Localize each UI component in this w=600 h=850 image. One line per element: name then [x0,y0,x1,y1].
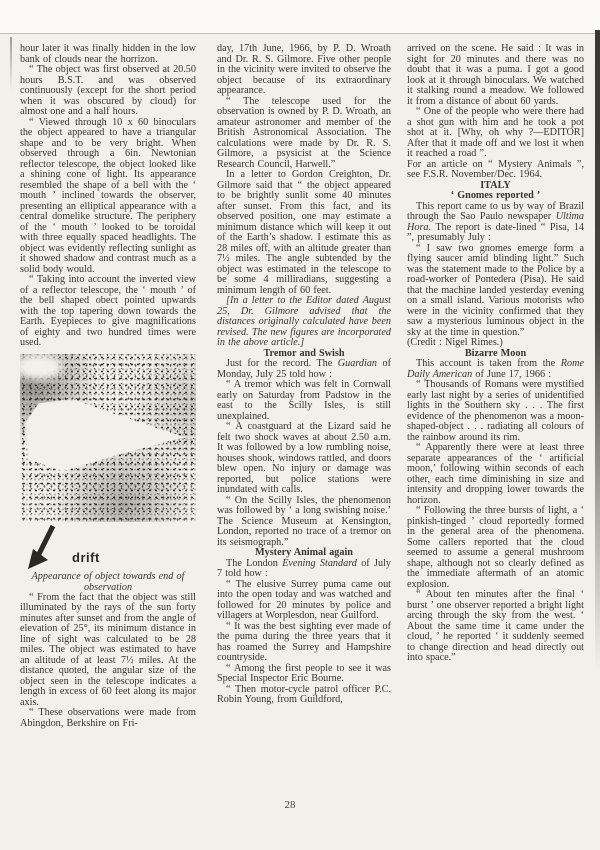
editor-note: [In a letter to the Editor dated August 25, Dr. Gilmore advised that the distances originally calculated have been revised. The new figures are incorporated in the above article.] [217,295,391,348]
paragraph: For an article on “ Mystery Animals ”, see F.S.R. November/Dec. 1964. [407,158,584,180]
paragraph-part: of June 17, 1966 : [472,368,552,380]
publication-name: Ultima Hora [407,211,584,233]
paragraph: “ From the fact that the object was still illuminated by the rays of the sun forty minutes after sunset and from the angle of elevation of 25°, its minimum distance in line of sight was calculated to be 28 miles. The object was estimated to have an altitude of at least 7½ miles. At the distance quoted, the angular size of the object seen in the telescope indicates a length in excess of 60 feet along its major axis. [20,591,196,708]
paragraph: “ On the Scilly Isles, the phenomenon was followed by ‘ a long swishing noise.’ The Science Museum at Kensington, London, reported no trace of a tremor on its seismograph.” [217,494,391,548]
page-number: 28 [284,799,296,811]
paragraph [407,202,584,244]
paragraph: “ Among the first people to see it was Special Inspector Eric Bourne. [217,662,391,684]
paragraph: “ Thousands of Romans were mystified early last night by a series of unidentified lights in the Southern sky . . . The first evidence of the phenomenon was a moon-shaped-object . . . radiating all colours of the rainbow around its rim. [407,379,584,443]
paragraph: “ The telescope used for the observation is owned by P. D. Wroath, an amateur astronomer and member of the British Astronomical Association. The calculations were made by Dr. R. S. Gilmore, a psysicist at the Science Research Council, Harwell.” [217,95,391,170]
paragraph: In a letter to Gordon Creighton, Dr. Gilmore said that “ the object appeared to be brightly sunlit some 40 minutes after sunset. From this fact, and its observed position, one may estimate a minimum distance which will keep it out of the Earth’s shadow. I estimate this as 28 miles off, with an altitude greater than 7½ miles. The angle subtended by the object was estimated in the telescope to be some 4 milliradians, suggesting a minimum length of 60 feet. [217,169,391,296]
paragraph: “ Following the three bursts of light, a ‘ pinkish-tinged ’ cloud reportedly formed in the general area of the phenomena. Some callers reported that the cloud seemed to assume a general mushroom shape, although not so clearly defined as the immediate aftermath of an atomic explosion. [407,505,584,590]
drift-arrow-icon [24,524,58,570]
section-heading-mystery-animal-again: Mystery Animal again [255,547,353,558]
text-column-2 [217,44,391,840]
section-heading-tremor-and-swish: Tremor and Swish [263,347,345,359]
paragraph [217,559,391,580]
paragraph: “ The elusive Surrey puma came out into the open today and was watched and followed for 20 minutes by police and villagers at Worplesdon, near Guilford. [217,578,391,621]
paragraph: “ One of the people who were there had a shot gun with him and he took a pot shot at it. [Why, oh why ?—EDITOR] After that it made off and we lost it when it reached a road ”. [407,106,584,159]
publication-name: Guardian [337,358,378,369]
page-edge-right-shadow [595,30,600,670]
stipple-white-notch [20,354,63,381]
drift-label: drift [72,550,100,565]
text-column-1 [20,44,196,840]
paragraph-part: This report came to us by way of Brazil through the Sao Paulo newspaper [407,200,584,222]
object-silhouette [24,399,184,473]
paragraph: “ Taking into account the inverted view of a reflector telescope, the ‘ mouth ’ of the bell shaped obect pointed upwards with the top tapering down towards the Earth. Eyepieces to give magnifications of eighty and two hundred times were used. [20,274,196,348]
paragraph-part: This account is taken from the [416,358,561,369]
page-edge-left-streak [10,37,12,91]
paragraph: “ Then motor-cycle patrol officer P.C. Robin Young, from Guildford, [217,683,391,705]
paragraph-continuation: arrived on the scene. He said : It was in sight for 20 minutes and there was no doubt that it was a puma. I got a good look at it through binoculars. We watched it stalking round a meadow. We followed it from a distance of about 60 yards. [407,44,584,107]
stipple-drawing [20,354,196,522]
paragraph: “ About ten minutes after the final ‘ burst ’ one observer reported a bright light arcing through the sky from the west. ‘ About the same time it came under the cloud, ’ he reported ‘ it suddenly seemed to change direction and head directly out into space.” [407,589,584,663]
paragraph: “ These observations were made from Abingdon, Berkshire on Fri- [20,707,196,729]
paragraph-continuation: day, 17th June, 1966, by P. D. Wroath and Dr. R. S. Gilmore. Five other people in the vicinity were invited to observe the object because of its extraordinary appearance. [217,44,391,96]
paragraph: “ A coastguard at the Lizard said he felt two shock waves at about 2.50 a.m. It was followed by a low rumbling noise, houses shook, windows rattled, and doors blew open. No injury or damage was reported, but police stations were inundated with calls. [217,421,391,495]
paragraph-part: . The report is date-lined “ Pisa, 14 ”, presumably July : [407,221,584,243]
paragraph-part: of Monday, July 25 told how : [217,358,391,380]
publication-name: Rome Daily American [407,358,584,380]
credit-line: (Credit : Nigel Rimes.) [407,337,503,348]
paragraph: “ Apparently there were at least three separate appearances of the ‘ artificial moon,’ following within seconds of each other, each time diminishing in size and intensity and dropping lower towards the horizon. [407,442,584,506]
drift-annotation [24,524,196,570]
paragraph: “ The object was first observed at 20.50 hours B.S.T. and was observed continuously (except for the short period when it was obscured by cloud) for almost one and a half hours. [20,64,196,117]
publication-name: Evening Standard [282,557,357,569]
section-heading-bizarre-moon: Bizarre Moon [464,347,527,359]
text-column-3 [407,44,584,840]
paragraph [407,359,584,380]
figure-caption: Appearance of object towards end of observation [31,570,185,593]
paragraph-continuation: hour later it was finally hidden in the low bank of clouds near the horrizon. [20,44,196,65]
paragraph: “ It was the best sighting ever made of the puma during the three years that it has roamed the Surrey and Hampshire countryside. [217,620,391,663]
paragraph-part: of July 7 told how : [217,557,391,579]
section-heading-gnomes-reported: ‘ Gnomes reported ’ [450,190,541,201]
paragraph: “ Viewed through 10 x 60 binoculars the object appeared to have a triangular shape and to be very bright. When observed through a 6in. Newtonian reflector telescope, the object looked like a shining cone of light. Its appearance resembled the shape of a bell with the ‘ mouth ’ inclined towards the observer, presenting an elliptical appearance with a central domelike structure. The periphery of the ‘ mouth ’ looked to be toroidal with three equally spaced headlights. The object was evidently reflecting sunlight as it showed shadow and contrast much as a solid body would. [20,116,196,275]
paragraph-part: Just for the record. The [226,358,338,369]
paragraph: “ A tremor which was felt in Cornwall early on Saturday from Padstow in the east to the Scilly Isles, is still unexplained. [217,379,391,422]
section-heading-italy: ITALY [480,179,511,191]
paragraph: “ I saw two gnomes emerge form a flying saucer amid blinding light.” Such was the statement made to the Police by a road-worker of Pontedera (Pisa). He said that the machine landed yesterday evening on a small island. Various motorists who were in the vicinity confirmed that they saw a mysterious luminous object in the sky at the time in question.” [407,242,584,338]
paragraph-part: The London [226,557,283,569]
figure-object-drawing [20,354,196,570]
paragraph [217,359,391,380]
